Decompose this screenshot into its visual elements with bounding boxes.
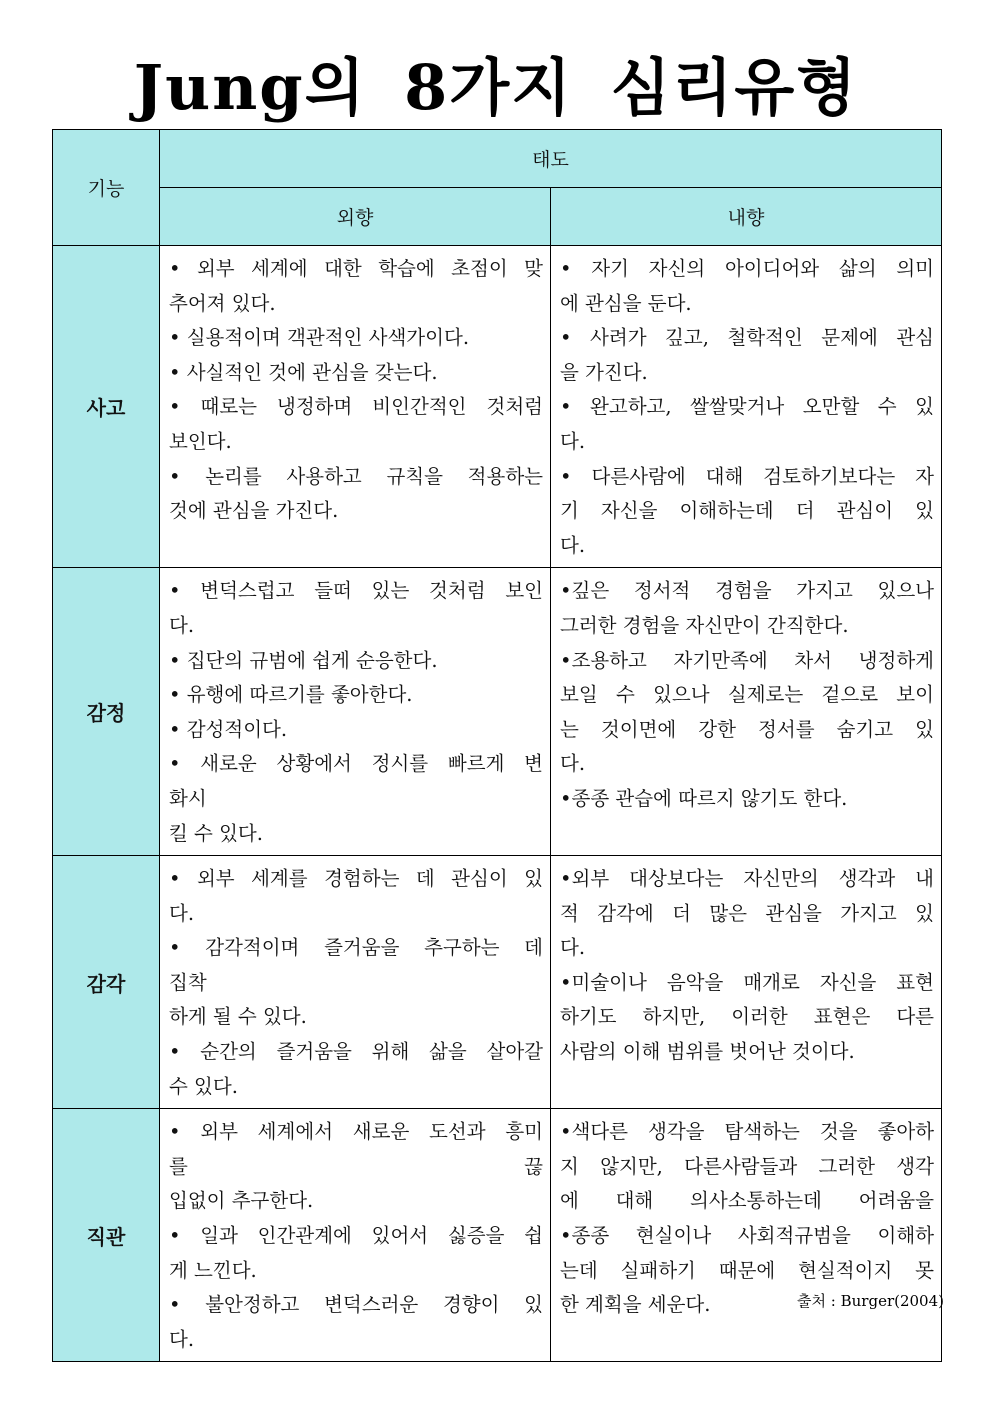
cell-text-line: • 외부 세계를 경험하는 데 관심이 있 xyxy=(169,867,543,891)
extraversion-cell xyxy=(160,1109,551,1362)
header-function: 기능 xyxy=(53,130,160,246)
table-row xyxy=(53,1109,942,1362)
cell-text-line: •외부 대상보다는 자신만의 생각과 내 xyxy=(560,867,934,891)
cell-text-line: •미술이나 음악을 매개로 자신을 표현 xyxy=(560,970,934,994)
cell-text-line: 다. xyxy=(169,901,195,925)
cell-text-line: 게 느낀다. xyxy=(169,1258,257,1282)
header-extraversion: 외향 xyxy=(160,188,551,246)
cell-text-line: 다. xyxy=(560,936,586,960)
cell-text-line: 다. xyxy=(560,533,586,557)
cell-text-line: 는 것이면에 강한 정서를 숨기고 있 xyxy=(560,717,934,741)
cell-text-line: 하게 될 수 있다. xyxy=(169,1005,307,1029)
cell-text-line: 지 않지만, 다른사람들과 그러한 생각 xyxy=(560,1154,934,1178)
cell-text-line: 집착 xyxy=(169,970,207,994)
cell-text-line: • 완고하고, 쌀쌀맞거나 오만할 수 있 xyxy=(560,395,934,419)
cell-text-line: • 새로운 상황에서 정시를 빠르게 변 xyxy=(169,752,543,776)
cell-text-line: • 집단의 규범에 쉽게 순응한다. xyxy=(169,648,438,672)
cell-text-line: • 사려가 깊고, 철학적인 문제에 관심 xyxy=(560,326,934,350)
extraversion-cell xyxy=(160,856,551,1109)
cell-text-line: 수 있다. xyxy=(169,1074,238,1098)
cell-text-line: 하기도 하지만, 이러한 표현은 다른 xyxy=(560,1005,934,1029)
function-label: 감정 xyxy=(53,568,160,856)
cell-text-line: 다. xyxy=(560,429,586,453)
cell-text-line: • 변덕스럽고 들떠 있는 것처럼 보인 xyxy=(169,579,543,603)
cell-text-line: • 외부 세계에서 새로운 도선과 흥미 xyxy=(169,1120,543,1144)
cell-text-line: • 감각적이며 즐거움을 추구하는 데 xyxy=(169,936,543,960)
cell-text-line: 적 감각에 더 많은 관심을 가지고 있 xyxy=(560,901,934,925)
introversion-cell xyxy=(551,246,942,568)
cell-text-line: • 사실적인 것에 관심을 갖는다. xyxy=(169,360,438,384)
cell-text-line: • 논리를 사용하고 규칙을 적용하는 xyxy=(169,464,543,488)
cell-text-line: 을 가진다. xyxy=(560,360,648,384)
cell-text-line: 킬 수 있다. xyxy=(169,821,263,845)
cell-text-line: 다. xyxy=(560,752,586,776)
extraversion-cell xyxy=(160,568,551,856)
cell-text-line: • 외부 세계에 대한 학습에 초점이 맞 xyxy=(169,257,543,280)
cell-text-line: • 다른사람에 대해 검토하기보다는 자 xyxy=(560,464,934,488)
extraversion-cell xyxy=(160,246,551,568)
cell-text-line: • 불안정하고 변덕스러운 경향이 있 xyxy=(169,1293,543,1317)
cell-text-line: • 자기 자신의 아이디어와 삶의 의미 xyxy=(560,257,934,280)
header-introversion: 내향 xyxy=(551,188,942,246)
cell-text-line: 사람의 이해 범위를 벗어난 것이다. xyxy=(560,1040,855,1064)
cell-text-line: 것에 관심을 가진다. xyxy=(169,499,339,523)
function-label: 사고 xyxy=(53,246,160,568)
source-citation: 출처 : Burger(2004) xyxy=(797,1292,944,1310)
function-label: 직관 xyxy=(53,1109,160,1362)
cell-text-line: •종종 관습에 따르지 않기도 한다. xyxy=(560,786,848,810)
page-title: Jung의 8가지 심리유형 xyxy=(133,51,859,124)
cell-text-line: 다. xyxy=(169,613,195,637)
cell-text-line: 에 대해 의사소통하는데 어려움을 xyxy=(560,1189,934,1213)
cell-text-line: 보일 수 있으나 실제로는 겉으로 보이 xyxy=(560,683,934,707)
cell-text-line: • 순간의 즐거움을 위해 삶을 살아갈 xyxy=(169,1040,543,1064)
cell-text-line: 는데 실패하기 때문에 현실적이지 못 xyxy=(560,1258,934,1282)
cell-text-line: • 때로는 냉정하며 비인간적인 것처럼 xyxy=(169,395,543,419)
table-row xyxy=(53,246,942,568)
cell-text-line: •조용하고 자기만족에 차서 냉정하게 xyxy=(560,648,934,672)
cell-text-line: •색다른 생각을 탐색하는 것을 좋아하 xyxy=(560,1120,934,1144)
introversion-cell xyxy=(551,568,942,856)
cell-text-line: 추어져 있다. xyxy=(169,291,276,315)
function-label: 감각 xyxy=(53,856,160,1109)
cell-text-line: 화시 xyxy=(169,786,207,810)
cell-text-line: 한 계획을 세운다. xyxy=(560,1293,711,1317)
cell-text-line: 다. xyxy=(169,1327,195,1351)
cell-text-line: 그러한 경험을 자신만이 간직한다. xyxy=(560,613,849,637)
cell-text-line: • 유행에 따르기를 좋아한다. xyxy=(169,683,413,707)
cell-text-line: •종종 현실이나 사회적규범을 이해하 xyxy=(560,1224,934,1248)
introversion-cell xyxy=(551,856,942,1109)
cell-text-line: 에 관심을 둔다. xyxy=(560,291,692,315)
table-row xyxy=(53,856,942,1109)
psych-types-table xyxy=(52,129,942,1362)
cell-text-line: • 감성적이다. xyxy=(169,717,288,741)
cell-text-line: 를 끊 xyxy=(169,1154,543,1178)
header-attitude: 태도 xyxy=(160,130,942,188)
cell-text-line: • 일과 인간관계에 있어서 싫증을 쉽 xyxy=(169,1224,543,1248)
cell-text-line: •깊은 정서적 경험을 가지고 있으나 xyxy=(560,579,934,603)
cell-text-line: 보인다. xyxy=(169,429,232,453)
cell-text-line: 입없이 추구한다. xyxy=(169,1189,314,1213)
introversion-cell xyxy=(551,1109,942,1362)
cell-text-line: 기 자신을 이해하는데 더 관심이 있 xyxy=(560,499,934,523)
cell-text-line: • 실용적이며 객관적인 사색가이다. xyxy=(169,326,470,350)
table-row xyxy=(53,568,942,856)
